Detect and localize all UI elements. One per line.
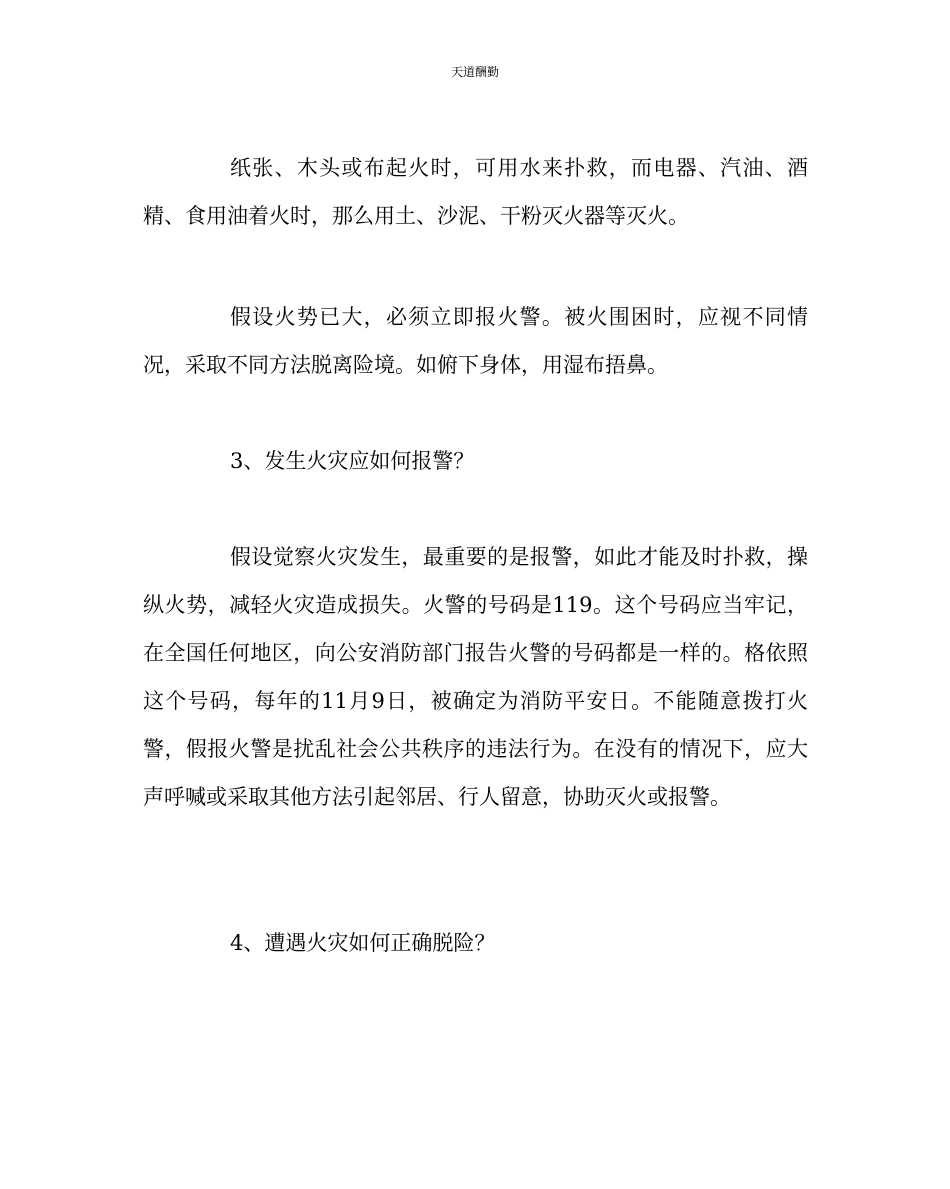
section-heading-how-to-escape: 4、遭遇火灾如何正确脱险？ — [230, 931, 496, 955]
paragraph-large-fire-escape: 假设火势已大，必须立即报火警。被火围困时，应视不同情况，采取不同方法脱离险境。如俯下身体，用湿布捂鼻。 — [143, 305, 808, 377]
paragraph-report-fire-119: 假设觉察火灾发生，最重要的是报警，如此才能及时扑救，操纵火势，减轻火灾造成损失。火警的号码是119。这个号码应当牢记，在全国任何地区，向公安消防部门报告火警的号码都是一样的。格依照这个号码，每年的11月9日，被确定为消防平安日。不能随意拨打火警，假报火警是扰乱社会公共秩序的违法行为。在没有的情况下，应大声呼喊或采取其他方法引起邻居、行人留意，协助灭火或报警。 — [143, 545, 808, 809]
page-header: 天道酬勤 — [450, 65, 499, 79]
section-heading-how-to-report: 3、发生火灾应如何报警？ — [230, 449, 475, 473]
paragraph-fire-extinguishing-methods: 纸张、木头或布起火时，可用水来扑救，而电器、汽油、酒精、食用油着火时，那么用土、沙泥、干粉灭火器等灭火。 — [143, 156, 808, 228]
